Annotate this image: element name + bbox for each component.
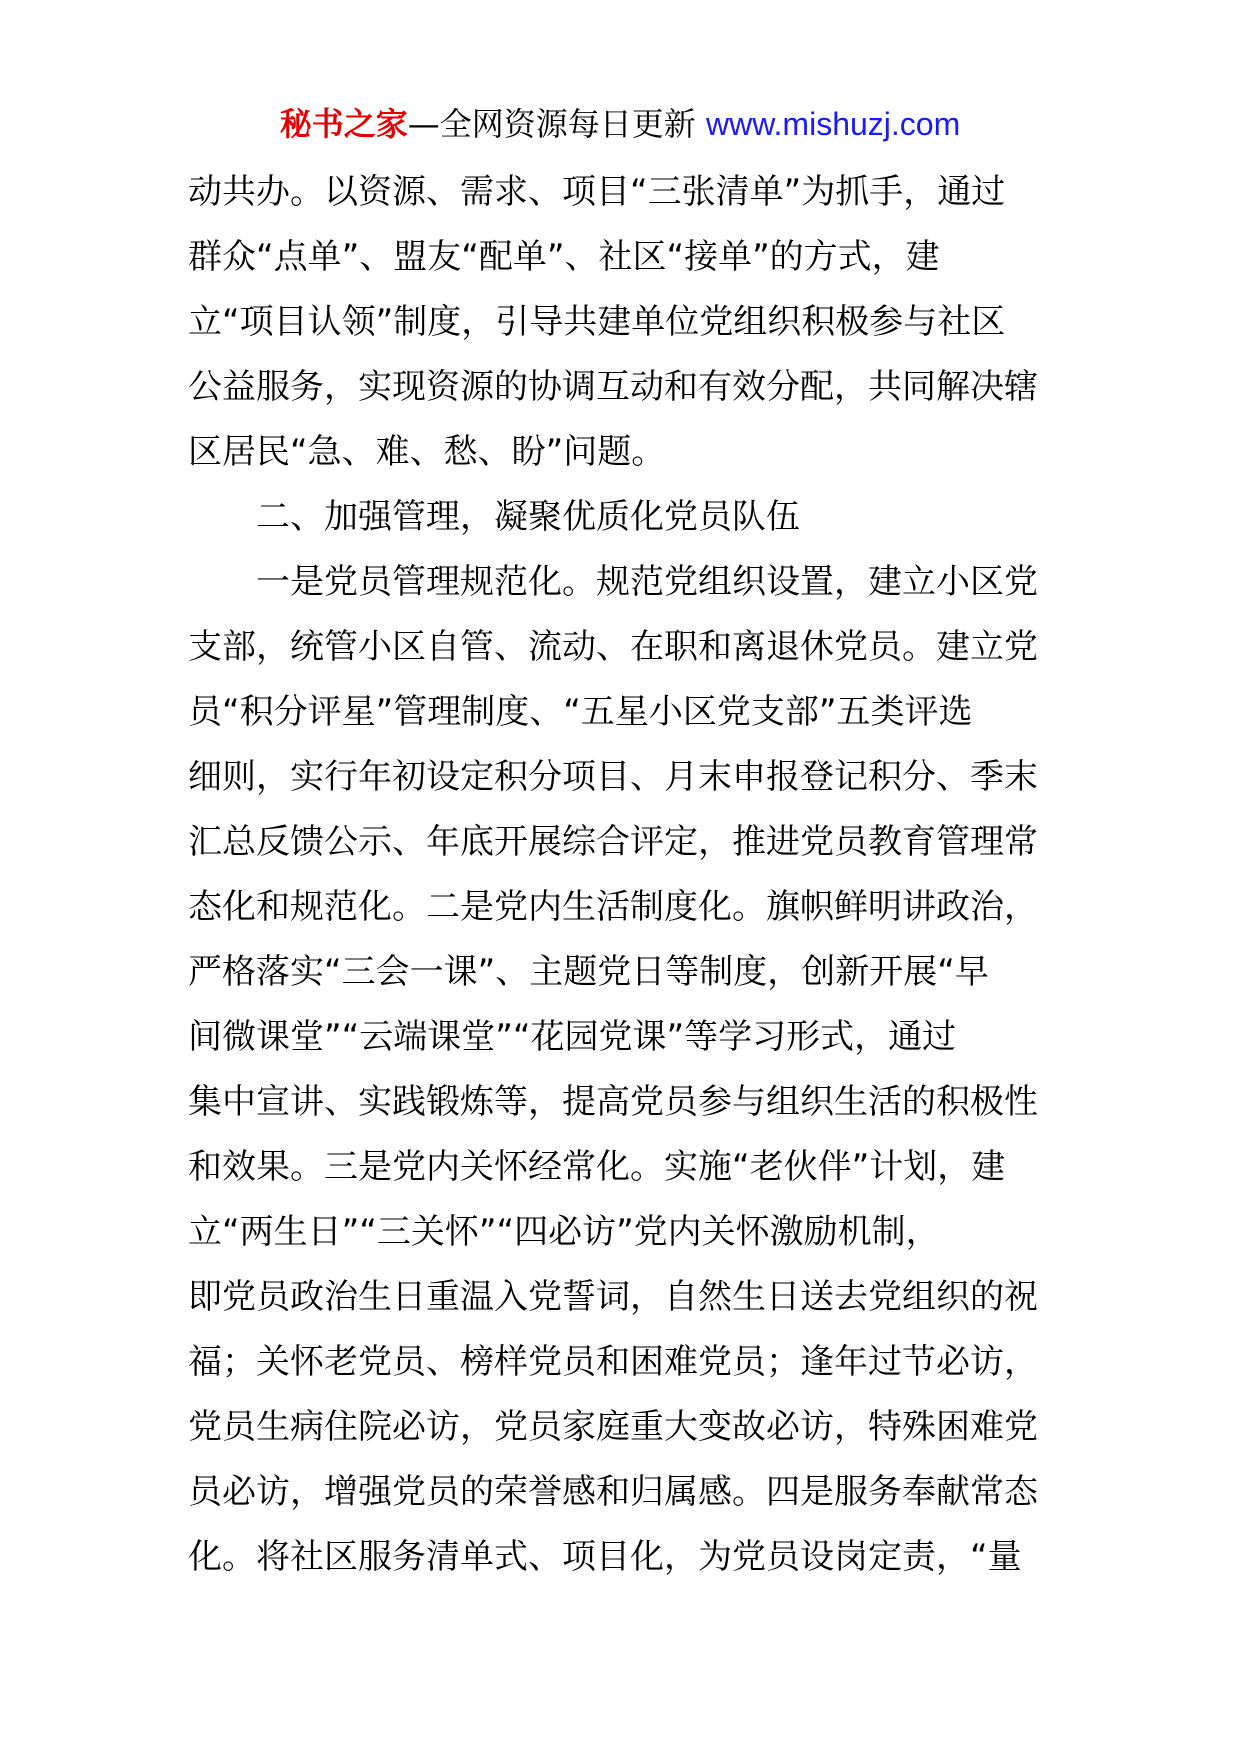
page-header	[0, 100, 1240, 148]
text-line: 化。将社区服务清单式、项目化，为党员设岗定责，“量	[188, 1537, 1022, 1577]
text-line: 动共办。以资源、需求、项目“三张清单”为抓手，通过	[188, 172, 1006, 212]
text-line: 汇总反馈公示、年底开展综合评定，推进党员教育管理常	[188, 822, 1038, 862]
text-line: 集中宣讲、实践锻炼等，提高党员参与组织生活的积极性	[188, 1082, 1038, 1122]
text-line: 福；关怀老党员、榜样党员和困难党员；逢年过节必访，	[188, 1342, 1038, 1382]
text-line: 支部，统管小区自管、流动、在职和离退休党员。建立党	[188, 627, 1038, 667]
text-line: 立“两生日”“三关怀”“四必访”党内关怀激励机制，	[188, 1212, 940, 1252]
site-brand: 秘书之家	[279, 105, 408, 143]
text-line: 区居民“急、难、愁、盼”问题。	[188, 432, 666, 472]
text-line: 员必访，增强党员的荣誉感和归属感。四是服务奉献常态	[188, 1472, 1038, 1512]
text-line: 严格落实“三会一课”、主题党日等制度，创新开展“早	[188, 952, 989, 992]
text-line: 一是党员管理规范化。规范党组织设置，建立小区党	[256, 562, 1038, 602]
text-line: 细则，实行年初设定积分项目、月末申报登记积分、季末	[188, 757, 1038, 797]
text-line: 立“项目认领”制度，引导共建单位党组织积极参与社区	[188, 302, 1006, 342]
section-heading: 二、加强管理，凝聚优质化党员队伍	[256, 497, 800, 537]
text-line: 群众“点单”、盟友“配单”、社区“接单”的方式，建	[188, 237, 940, 277]
text-line: 间微课堂”“云端课堂”“花园党课”等学习形式，通过	[188, 1017, 957, 1057]
document-body	[188, 160, 1060, 1590]
text-line: 态化和规范化。二是党内生活制度化。旗帜鲜明讲政治，	[188, 887, 1038, 927]
text-line: 和效果。三是党内关怀经常化。实施“老伙伴”计划，建	[188, 1147, 1006, 1187]
text-line: 党员生病住院必访，党员家庭重大变故必访，特殊困难党	[188, 1407, 1038, 1447]
text-line: 员“积分评星”管理制度、“五星小区党支部”五类评选	[188, 692, 973, 732]
site-url-link[interactable]: www.mishuzj.com	[705, 106, 961, 142]
text-line: 即党员政治生日重温入党誓词，自然生日送去党组织的祝	[188, 1277, 1038, 1317]
site-tagline: —全网资源每日更新	[407, 105, 706, 143]
text-line: 公益服务，实现资源的协调互动和有效分配，共同解决辖	[188, 367, 1038, 407]
